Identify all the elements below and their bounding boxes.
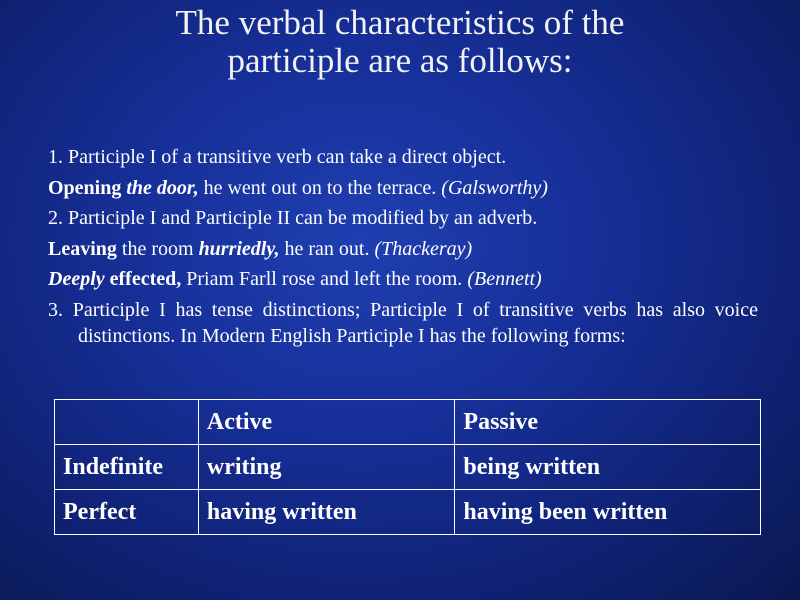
text-run: the room: [116, 237, 199, 260]
table-header-cell: Active: [198, 400, 455, 445]
text-run: effected,: [104, 268, 182, 290]
text-run: 2. Participle I and Participle II can be modified by an adverb.: [48, 207, 538, 229]
text-run: (Galsworthy): [441, 176, 548, 199]
slide-title: [0, 4, 800, 80]
text-run: Priam Farll rose and left the room.: [181, 268, 468, 290]
example-bennett: [48, 264, 758, 295]
table-cell: Indefinite: [55, 445, 199, 490]
table-header-row: [55, 400, 761, 445]
example-galsworthy: [48, 173, 758, 204]
table-header-cell: Passive: [455, 400, 761, 445]
text-run: Opening: [48, 176, 127, 199]
table-cell: writing: [198, 445, 455, 490]
table-cell: having been written: [455, 490, 761, 535]
text-run: he ran out.: [279, 237, 375, 260]
text-run: 1. Participle I of a transitive verb can take a direct object.: [48, 146, 507, 168]
slide-title-line-1: The verbal characteristics of the: [175, 3, 625, 42]
slide-body: [48, 142, 758, 349]
table-header-cell: [55, 400, 199, 445]
text-run: Deeply: [48, 268, 105, 290]
table-row: [55, 490, 761, 535]
text-run: (Thackeray): [374, 237, 473, 260]
slide-title-line-2: participle are as follows:: [227, 41, 573, 80]
text-run: Leaving: [48, 237, 117, 260]
participle-forms-table: [54, 399, 761, 535]
point-1-direct-object: [48, 142, 758, 173]
text-run: he went out on to the terrace.: [198, 176, 442, 199]
example-thackeray: [48, 234, 758, 265]
text-run: (Bennett): [467, 268, 542, 290]
table-row: [55, 445, 761, 490]
table-cell: being written: [455, 445, 761, 490]
text-run: the door,: [126, 176, 199, 199]
point-2-adverb: [48, 203, 758, 234]
text-run: hurriedly,: [198, 237, 280, 260]
table-cell: having written: [198, 490, 455, 535]
table-cell: Perfect: [55, 490, 199, 535]
text-run: 3. Participle I has tense distinctions; Participle I of transitive verbs has also voice distinctions. In Modern English Participle I has the following forms:: [48, 298, 758, 347]
point-3-tense-voice: [48, 297, 758, 349]
